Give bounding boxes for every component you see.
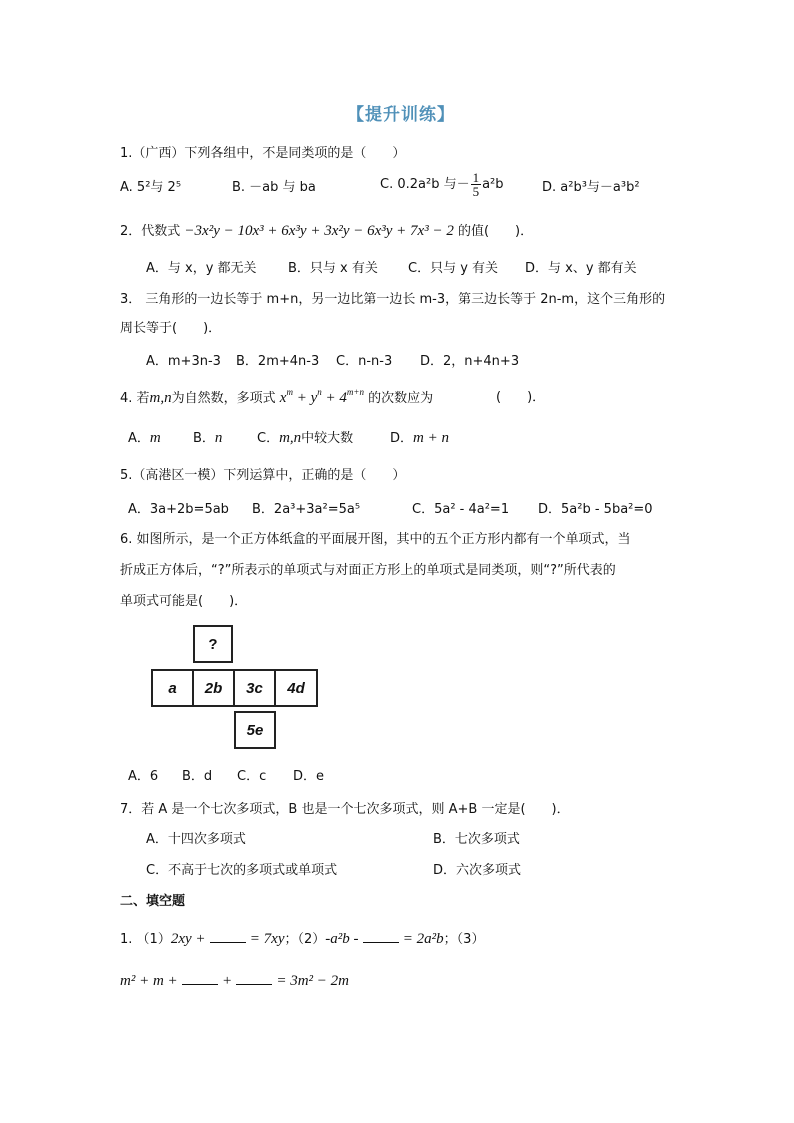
q3-option-c: C．n-n-3 xyxy=(336,354,393,369)
q7-stem: 7．若 A 是一个七次多项式，B 也是一个七次多项式，则 A+B 一定是( )． xyxy=(120,802,570,817)
net-cell-a xyxy=(151,669,194,707)
fill1-expr3-pre: m² + m + xyxy=(120,973,178,989)
q4-option-c-label: C． xyxy=(257,431,280,446)
q2-option-d: D．与 x、y 都有关 xyxy=(525,261,637,276)
q4-option-b-value: n xyxy=(214,430,223,446)
q4-option-a-label: A． xyxy=(128,431,150,446)
q1-option-c-pre: C. 0.2a²b 与－ xyxy=(380,177,470,192)
q3-line-1: 3． 三角形的一边长等于 m+n，另一边比第一边长 m-3，第三边长等于 2n-m，这个三角形的 xyxy=(120,292,666,307)
q4-paren: ( )． xyxy=(496,390,546,405)
q1-option-c-post: a²b xyxy=(482,177,504,192)
q2-stem-post: 的值( )． xyxy=(457,224,534,239)
fill1-sep2: ；（3） xyxy=(443,932,485,947)
fill-question-1-line-1 xyxy=(120,930,484,949)
section-heading: 二、填空题 xyxy=(120,894,186,909)
answer-blank-4[interactable] xyxy=(236,972,272,985)
fill1-part1: （1） xyxy=(136,932,171,947)
q5-option-c: C．5a² - 4a²=1 xyxy=(412,502,510,517)
q5-option-d: D．5a²b - 5ba²=0 xyxy=(538,502,653,517)
net-cell-2b xyxy=(192,669,235,707)
fill1-expr3-post: = 3m² − 2m xyxy=(276,973,349,989)
fill-question-1-line-2 xyxy=(120,972,349,991)
q1-option-c xyxy=(380,171,504,198)
fill1-expr1-post: = 7xy xyxy=(249,931,285,947)
q1-fraction-den: 5 xyxy=(472,184,480,199)
net-cell-question-label: ? xyxy=(208,635,218,653)
q4-option-b xyxy=(193,429,222,448)
q1-option-a: A. 5²与 2⁵ xyxy=(120,180,182,195)
q6-option-c: C．c xyxy=(237,769,267,784)
q6-option-d: D．e xyxy=(293,769,325,784)
q2-stem-pre: 2．代数式 xyxy=(120,224,181,239)
q7-option-a: A．十四次多项式 xyxy=(146,832,246,847)
q3-line-2: 周长等于( )． xyxy=(120,321,222,336)
q2-expression: −3x²y − 10x³ + 6x³y + 3x²y − 6x³y + 7x³ − 2 xyxy=(184,223,454,239)
q4-option-a-value: m xyxy=(149,430,161,446)
fill1-expr2-pre: -a²b - xyxy=(325,931,359,947)
net-cell-5e xyxy=(234,711,276,749)
q2-option-c: C．只与 y 有关 xyxy=(408,261,499,276)
q5-option-a: A．3a+2b=5ab xyxy=(128,502,229,517)
q4-option-c-vars: m,n xyxy=(279,430,302,446)
q4-expression: $x^m + y^n + 4^{m+n}$ xyxy=(279,387,364,406)
fill1-expr1-pre: 2xy + xyxy=(170,931,206,947)
q7-option-c: C．不高于七次的多项式或单项式 xyxy=(146,863,338,878)
q6-line-1: 6. 如图所示，是一个正方体纸盒的平面展开图，其中的五个正方形内都有一个单项式，当 xyxy=(120,532,631,547)
q4-mid: 为自然数，多项式 xyxy=(171,391,276,406)
cube-net-diagram xyxy=(150,625,320,755)
q4-option-d xyxy=(390,429,449,448)
q4-option-d-value: m + n xyxy=(413,430,449,446)
net-cell-question xyxy=(193,625,233,663)
net-cell-3c xyxy=(233,669,276,707)
answer-blank-3[interactable] xyxy=(182,972,218,985)
net-cell-a-label: a xyxy=(168,679,177,697)
q4-option-a xyxy=(128,429,161,448)
q2-option-a: A．与 x，y 都无关 xyxy=(146,261,257,276)
q6-option-b: B．d xyxy=(182,769,213,784)
q3-option-b: B．2m+4n-3 xyxy=(236,354,320,369)
fill1-label: 1. xyxy=(120,932,133,947)
q4-stem xyxy=(120,389,433,408)
q1-option-d: D. a²b³与－a³b² xyxy=(542,180,640,195)
q6-line-2: 折成正方体后，“?”所表示的单项式与对面正方形上的单项式是同类项，则“?”所代表的 xyxy=(120,563,616,578)
fill1-expr3-mid: + xyxy=(221,973,233,989)
q2-option-b: B．只与 x 有关 xyxy=(288,261,378,276)
q4-option-c xyxy=(257,429,353,448)
net-cell-4d-label: 4d xyxy=(287,679,305,697)
q4-vars: m,n xyxy=(149,390,172,406)
net-cell-3c-label: 3c xyxy=(246,679,263,697)
q6-line-3: 单项式可能是( )． xyxy=(120,594,248,609)
q3-option-d: D．2，n+4n+3 xyxy=(420,354,520,369)
q5-stem: 5.（高港区一模）下列运算中，正确的是（ ） xyxy=(120,468,406,483)
q7-option-b: B．七次多项式 xyxy=(433,832,520,847)
q7-option-d: D．六次多项式 xyxy=(433,863,522,878)
fill1-sep1: ；（2） xyxy=(284,932,326,947)
q1-fraction xyxy=(471,171,482,198)
q2-stem xyxy=(120,222,533,241)
net-cell-5e-label: 5e xyxy=(246,721,264,739)
q4-option-c-text: 中较大数 xyxy=(301,431,354,446)
q4-pre: 4. 若 xyxy=(120,391,150,406)
q1-stem: 1.（广西）下列各组中，不是同类项的是（ ） xyxy=(120,146,406,161)
page-title: 【提升训练】 xyxy=(347,105,455,125)
q4-option-b-label: B． xyxy=(193,431,215,446)
net-cell-4d xyxy=(274,669,318,707)
q4-post: 的次数应为 xyxy=(368,391,434,406)
q1-option-b: B. －ab 与 ba xyxy=(232,180,316,195)
q5-option-b: B．2a³+3a²=5a⁵ xyxy=(252,502,361,517)
net-cell-2b-label: 2b xyxy=(204,679,223,697)
answer-blank-1[interactable] xyxy=(210,930,246,943)
q4-option-d-label: D． xyxy=(390,431,414,446)
q6-option-a: A．6 xyxy=(128,769,159,784)
q1-fraction-num: 1 xyxy=(472,170,480,185)
q3-option-a: A．m+3n-3 xyxy=(146,354,221,369)
answer-blank-2[interactable] xyxy=(363,930,399,943)
fill1-expr2-post: = 2a²b xyxy=(402,931,444,947)
